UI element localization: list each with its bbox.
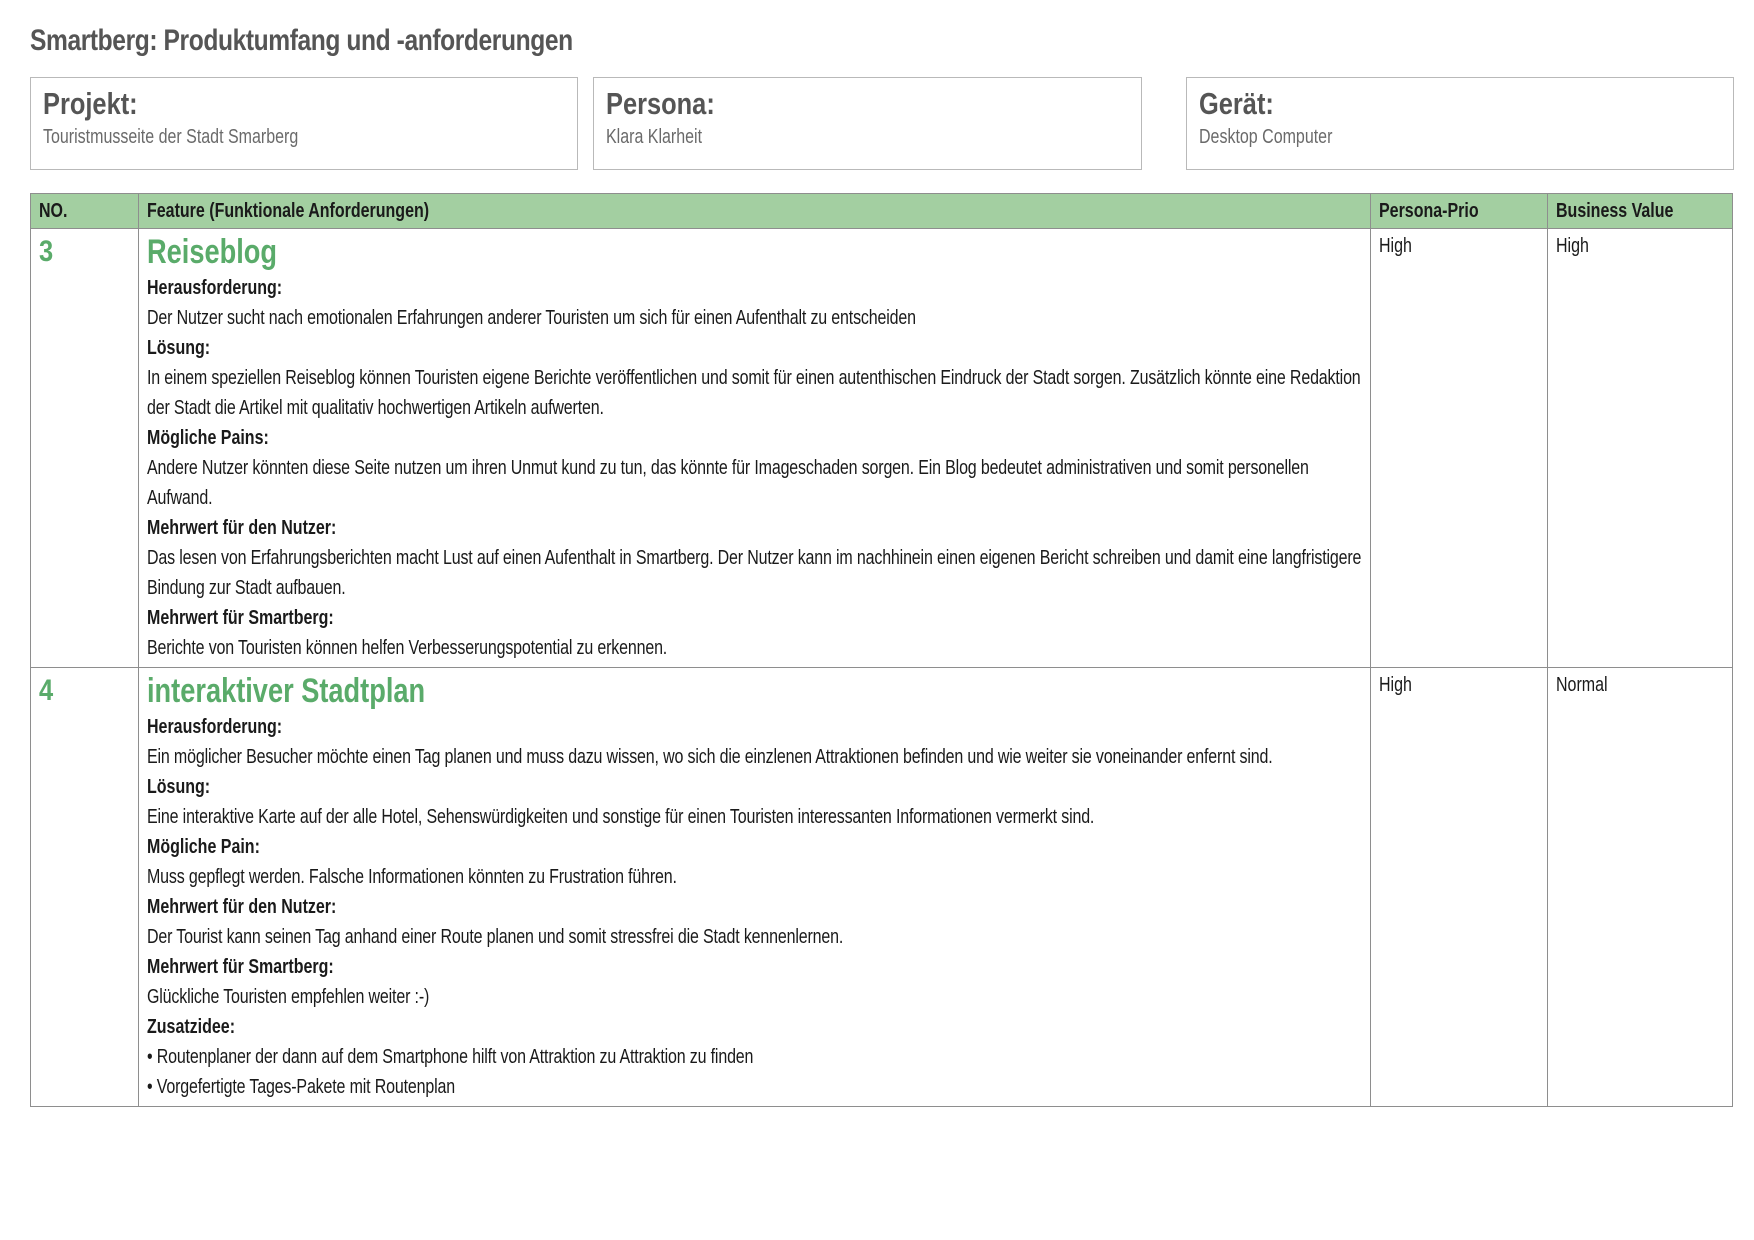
section-text: Ein möglicher Besucher möchte einen Tag planen und muss dazu wissen, wo sich die einzlenen Attraktionen befinden und wie weiter sie voneinander enfernt sind. bbox=[147, 746, 1273, 768]
projekt-label: Projekt: bbox=[43, 86, 138, 121]
section-text: In einem speziellen Reiseblog können Touristen eigene Berichte veröffentlichen und somit für einen autenthischen Eindruck der Stadt sorgen. Zusätzlich könnte eine Redaktion der Stadt die Artikel mit qualitativ hochwertigen Artikeln aufwerten. bbox=[147, 367, 1361, 419]
section-heading: Mehrwert für Smartberg: bbox=[147, 607, 334, 629]
projekt-value: Touristmusseite der Stadt Smarberg bbox=[43, 126, 299, 148]
section-text: • Routenplaner der dann auf dem Smartphone hilft von Attraktion zu Attraktion zu finden bbox=[147, 1046, 754, 1068]
projekt-box bbox=[30, 77, 578, 170]
persona-prio-cell: High bbox=[1371, 229, 1548, 668]
geraet-box bbox=[1186, 77, 1734, 170]
section-text: Muss gepflegt werden. Falsche Informationen könnten zu Frustration führen. bbox=[147, 866, 677, 888]
section-heading: Herausforderung: bbox=[147, 277, 283, 299]
header-no: NO. bbox=[31, 194, 139, 229]
header-persona-prio: Persona-Prio bbox=[1371, 194, 1548, 229]
header-business-value: Business Value bbox=[1548, 194, 1733, 229]
section-text: Das lesen von Erfahrungsberichten macht Lust auf einen Aufenthalt in Smartberg. Der Nutzer kann im nachhinein einen eigenen Bericht schreiben und damit eine langfristigere Bindung zur Stadt aufbauen. bbox=[147, 547, 1362, 599]
section-text: Der Tourist kann seinen Tag anhand einer Route planen und somit stressfrei die Stadt kennenlernen. bbox=[147, 926, 844, 948]
section-text: Eine interaktive Karte auf der alle Hotel, Sehenswürdigkeiten und sonstige für einen Touristen interessanten Informationen vermerkt sind. bbox=[147, 806, 1095, 828]
table-body bbox=[31, 229, 1733, 1107]
persona-prio-cell: High bbox=[1371, 668, 1548, 1107]
geraet-label: Gerät: bbox=[1199, 86, 1274, 121]
row-number: 4 bbox=[31, 668, 139, 1107]
section-heading: Herausforderung: bbox=[147, 716, 283, 738]
section-text: Der Nutzer sucht nach emotionalen Erfahrungen anderer Touristen um sich für einen Aufenthalt zu entscheiden bbox=[147, 307, 916, 329]
geraet-value: Desktop Computer bbox=[1199, 126, 1333, 148]
section-text: Berichte von Touristen können helfen Verbesserungspotential zu erkennen. bbox=[147, 637, 668, 659]
persona-label: Persona: bbox=[606, 86, 715, 121]
section-heading: Mehrwert für Smartberg: bbox=[147, 956, 334, 978]
table-header-row bbox=[31, 194, 1733, 229]
page-title: Smartberg: Produktumfang und -anforderungen bbox=[30, 24, 573, 57]
row-number: 3 bbox=[31, 229, 139, 668]
section-heading: Zusatzidee: bbox=[147, 1016, 236, 1038]
section-heading: Lösung: bbox=[147, 337, 211, 359]
section-heading: Mögliche Pains: bbox=[147, 427, 269, 449]
feature-cell bbox=[139, 229, 1371, 668]
business-value-cell: Normal bbox=[1548, 668, 1733, 1107]
feature-title: Reiseblog bbox=[147, 233, 277, 271]
header-feature: Feature (Funktionale Anforderungen) bbox=[139, 194, 1371, 229]
section-heading: Mehrwert für den Nutzer: bbox=[147, 517, 337, 539]
feature-cell bbox=[139, 668, 1371, 1107]
feature-title: interaktiver Stadtplan bbox=[147, 672, 426, 710]
business-value-cell: High bbox=[1548, 229, 1733, 668]
requirements-table bbox=[30, 193, 1733, 1107]
section-text: Glückliche Touristen empfehlen weiter :-) bbox=[147, 986, 430, 1008]
table-row bbox=[31, 229, 1733, 668]
section-text: • Vorgefertigte Tages-Pakete mit Routenplan bbox=[147, 1076, 455, 1098]
section-heading: Mögliche Pain: bbox=[147, 836, 260, 858]
table-row bbox=[31, 668, 1733, 1107]
section-text: Andere Nutzer könnten diese Seite nutzen um ihren Unmut kund zu tun, das könnte für Imageschaden sorgen. Ein Blog bedeutet administrativen und somit personellen Aufwand. bbox=[147, 457, 1309, 509]
persona-box bbox=[593, 77, 1142, 170]
section-heading: Mehrwert für den Nutzer: bbox=[147, 896, 337, 918]
section-heading: Lösung: bbox=[147, 776, 211, 798]
persona-value: Klara Klarheit bbox=[606, 126, 703, 148]
